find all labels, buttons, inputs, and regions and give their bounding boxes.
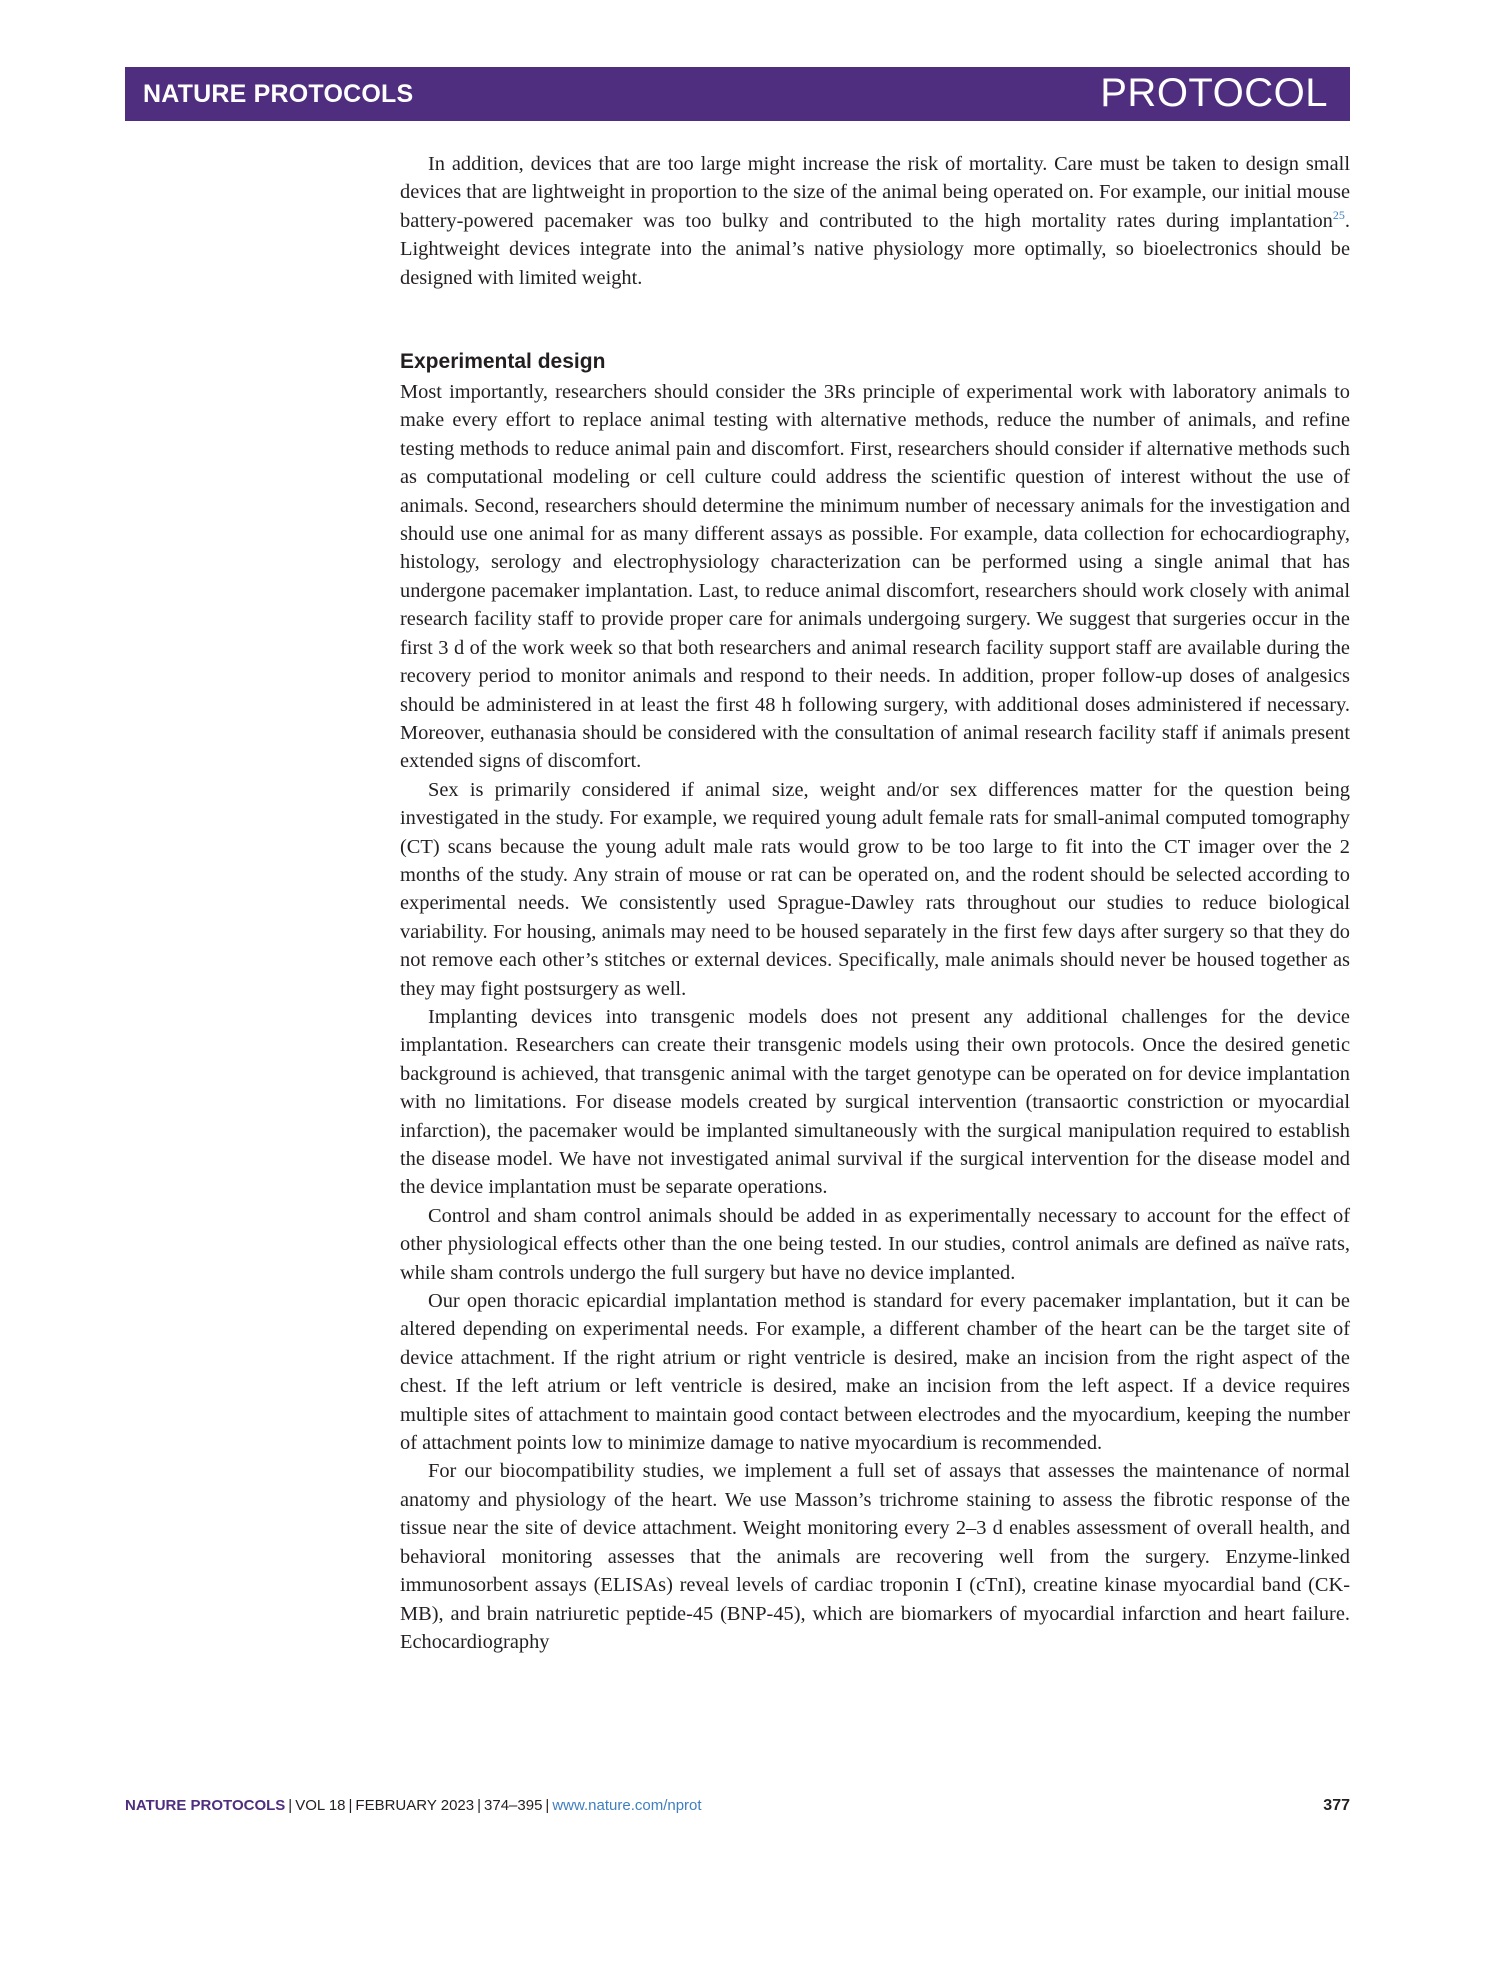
paragraph-biocompatibility: For our biocompatibility studies, we implement a full set of assays that assesses the maintenance of normal anatomy and physiology of the heart. We use Masson’s trichrome staining to assess the fibrotic response of the tissue near the site of device attachment. Weight monitoring every 2–3 d enables assessment of overall health, and behavioral monitoring assesses that the animals are recovering well from the surgery. Enzyme-linked immunosorbent assays (ELISAs) reveal levels of cardiac troponin I (cTnI), creatine kinase myocardial band (CK-MB), and brain natriuretic peptide-45 (BNP-45), which are biomarkers of myocardial infarction and heart failure. Echocardiography: [400, 1460, 1350, 1653]
footer-date: FEBRUARY 2023: [355, 1797, 475, 1814]
paragraph-3rs: Most importantly, researchers should consider the 3Rs principle of experimental work with laboratory animals to make every effort to replace animal testing with alternative methods, reduce the number of animals, and refine testing methods to reduce animal pain and discomfort. First, researchers should consider if alternative methods such as computational modeling or cell culture could address the scientific question of interest without the use of animals. Second, researchers should determine the minimum number of necessary animals for the investigation and should use one animal for as many different assays as possible. For example, data collection for echocardiography, histology, serology and electrophysiology characterization can be performed using a single animal that has undergone pacemaker implantation. Last, to reduce animal discomfort, researchers should work closely with animal research facility staff to provide proper care for animals undergoing surgery. We suggest that surgeries occur in the first 3 d of the work week so that both researchers and animal research facility support staff are available during the recovery period to monitor animals and respond to their needs. In addition, proper follow-up doses of analgesics should be administered in at least the first 48 h following surgery, with additional doses administered if necessary. Moreover, euthanasia should be considered with the consultation of animal research facility staff if animals present extended signs of discomfort.: [400, 381, 1350, 773]
footer-separator: |: [348, 1797, 353, 1814]
footer-journal: NATURE PROTOCOLS: [125, 1797, 286, 1814]
journal-name: NATURE PROTOCOLS: [143, 80, 414, 108]
article-body: [400, 150, 1350, 1656]
reference-link[interactable]: 25: [1332, 208, 1345, 223]
article-type: PROTOCOL: [1100, 71, 1328, 115]
page-number: 377: [1323, 1797, 1350, 1814]
footer-separator: |: [288, 1797, 293, 1814]
page-footer: [125, 1797, 1350, 1825]
footer-volume: VOL 18: [295, 1797, 346, 1814]
section-heading: Experimental design: [400, 350, 606, 374]
intro-paragraph: [400, 150, 1350, 292]
intro-text: In addition, devices that are too large might increase the risk of mortality. Care must be taken to design small devices that are lightweight in proportion to the size of the animal being operated on. For example, our initial mouse battery-powered pacemaker was too bulky and contributed to the high mortality rates during implantation: [400, 153, 1350, 232]
journal-header-bar: [125, 67, 1350, 121]
footer-url-link[interactable]: www.nature.com/nprot: [552, 1797, 702, 1814]
paragraph-transgenic: Implanting devices into transgenic models does not present any additional challenges for the device implantation. Researchers can create their transgenic models using their own protocols. Once the desired genetic background is achieved, that transgenic animal with the target genotype can be operated on for device implantation with no limitations. For disease models created by surgical intervention (transaortic constriction or myocardial infarction), the pacemaker would be implanted simultaneously with the surgical manipulation required to establish the disease model. We have not investigated animal survival if the surgical intervention for the disease model and the device implantation must be separate operations.: [400, 1005, 1350, 1199]
footer-separator: |: [477, 1797, 482, 1814]
paragraph-controls: Control and sham control animals should be added in as experimentally necessary to account for the effect of other physiological effects other than the one being tested. In our studies, control animals are defined as naïve rats, while sham controls undergo the full surgery but have no device implanted.: [400, 1204, 1350, 1284]
paragraph-implantation: Our open thoracic epicardial implantation method is standard for every pacemaker implantation, but it can be altered depending on experimental needs. For example, a different chamber of the heart can be the target site of device attachment. If the right atrium or right ventricle is desired, make an incision from the right aspect of the chest. If the left atrium or left ventricle is desired, make an incision from the left aspect. If a device requires multiple sites of attachment to maintain good contact between electrodes and the myocardium, keeping the number of attachment points low to minimize damage to native myocardium is recommended.: [400, 1290, 1350, 1455]
footer-pages: 374–395: [484, 1797, 543, 1814]
footer-citation: [125, 1797, 702, 1814]
paragraph-sex: Sex is primarily considered if animal size, weight and/or sex differences matter for the question being investigated in the study. For example, we required young adult female rats for small-animal computed tomography (CT) scans because the young adult male rats would grow to be too large to fit into the CT imager over the 2 months of the study. Any strain of mouse or rat can be operated on, and the rodent should be selected according to experimental needs. We consistently used Sprague-Dawley rats throughout our studies to reduce biological variability. For housing, animals may need to be housed separately in the first few days after surgery so that they do not remove each other’s stitches or external devices. Specifically, male animals should never be housed together as they may fight postsurgery as well.: [400, 778, 1350, 1000]
intro-text-continued: . Lightweight devices integrate into the animal’s native physiology more optimally, so bioelectronics should be designed with limited weight.: [400, 209, 1350, 289]
footer-separator: |: [545, 1797, 550, 1814]
